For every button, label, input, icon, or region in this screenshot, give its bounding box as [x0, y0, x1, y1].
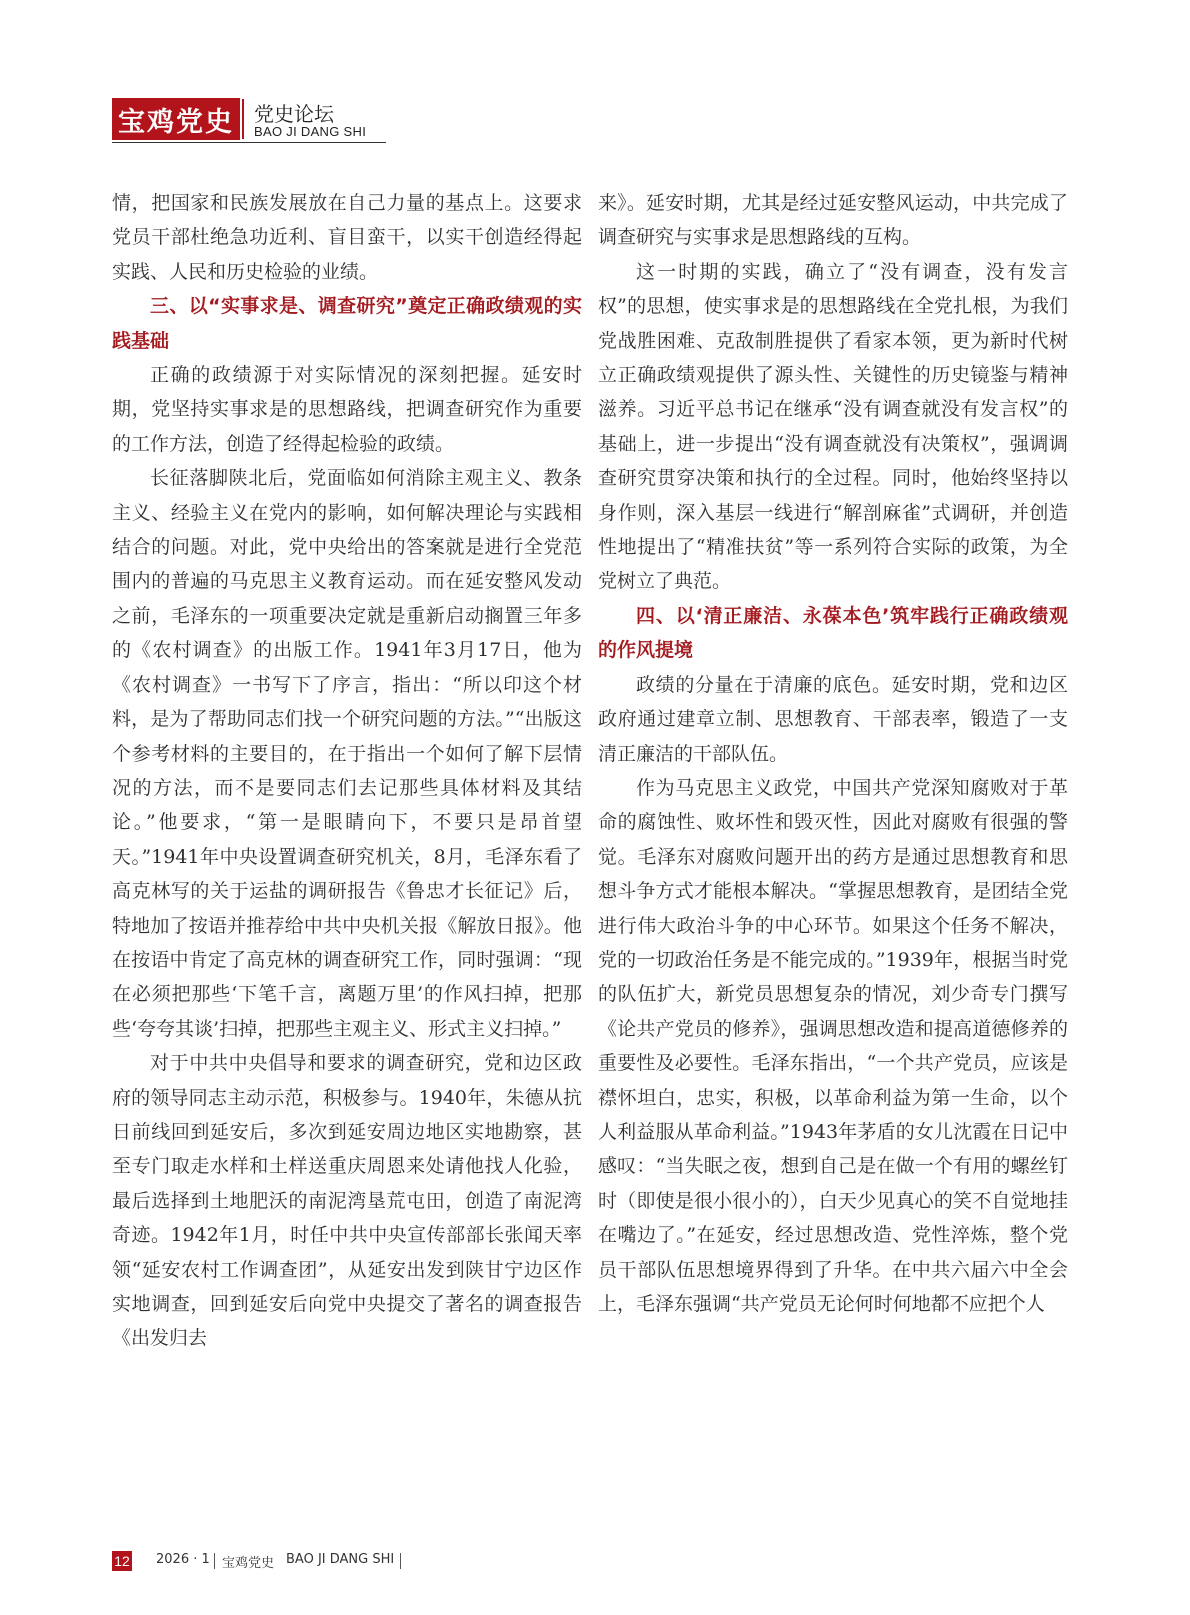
paragraph: 对于中共中央倡导和要求的调查研究，党和边区政府的领导同志主动示范，积极参与。1940年，朱德从抗日前线回到延安后，多次到延安周边地区实地勘察，甚至专门取走水样和土样送重庆周恩来处请他找人化验，最后选择到土地肥沃的南泥湾垦荒屯田，创造了南泥湾奇迹。1942年1月，时任中共中央宣传部部长张闻天率领“延安农村工作调查团”，从延安出发到陕甘宁边区作实地调查，回到延安后向党中央提交了著名的调查报告《出发归去	[112, 1052, 582, 1350]
page-number: 12	[112, 1551, 132, 1571]
left-column	[112, 186, 582, 1356]
section-name-en: BAO JI DANG SHI	[254, 124, 367, 139]
journal-logo: 宝鸡党史	[112, 98, 240, 140]
paragraph: 长征落脚陕北后，党面临如何消除主观主义、教条主义、经验主义在党内的影响，如何解决理论与实践相结合的问题。对此，党中央给出的答案就是进行全党范围内的普遍的马克思主义教育运动。而在延安整风发动之前，毛泽东的一项重要决定就是重新启动搁置三年多的《农村调查》的出版工作。1941年3月17日，他为《农村调查》一书写下了序言，指出：“所以印这个材料，是为了帮助同志们找一个研究问题的方法。”“出版这个参考材料的主要目的，在于指出一个如何了解下层情况的方法，而不是要同志们去记那些具体材料及其结论。”他要求，“第一是眼睛向下，不要只是昂首望天。”1941年中央设置调查研究机关，8月，毛泽东看了高克林写的关于运盐的调研报告《鲁忠才长征记》后，特地加了按语并推荐给中共中央机关报《解放日报》。他在按语中肯定了高克林的调查研究工作，同时强调：“现在必须把那些‘下笔千言，离题万里’的作风扫掉，把那些‘夸夸其谈’扫掉，把那些主观主义、形式主义扫掉。”	[112, 467, 582, 1040]
paragraph: 来》。延安时期，尤其是经过延安整风运动，中共完成了调查研究与实事求是思想路线的互构。	[598, 192, 1068, 249]
page-footer	[112, 1551, 512, 1571]
header-divider	[242, 99, 244, 139]
issue-label: 2026 · 1	[156, 1552, 210, 1567]
paragraph: 作为马克思主义政党，中国共产党深知腐败对于革命的腐蚀性、败坏性和毁灭性，因此对腐败有很强的警觉。毛泽东对腐败问题开出的药方是通过思想教育和思想斗争方式才能根本解决。“掌握思想教育，是团结全党进行伟大政治斗争的中心环节。如果这个任务不解决，党的一切政治任务是不能完成的。”1939年，根据当时党的队伍扩大，新党员思想复杂的情况，刘少奇专门撰写《论共产党员的修养》，强调思想改造和提高道德修养的重要性及必要性。毛泽东指出，“一个共产党员，应该是襟怀坦白，忠实，积极，以革命利益为第一生命，以个人利益服从革命利益。”1943年茅盾的女儿沈霞在日记中感叹：“当失眠之夜，想到自己是在做一个有用的螺丝钉时（即使是很小很小的），白天少见真心的笑不自觉地挂在嘴边了。”在延安，经过思想改造、党性淬炼，整个党员干部队伍思想境界得到了升华。在中共六届六中全会上，毛泽东强调“共产党员无论何时何地都不应把个人	[598, 776, 1068, 1315]
footer-separator	[214, 1553, 215, 1569]
journal-name: 宝鸡党史	[222, 1556, 275, 1571]
section-name: 党史论坛	[254, 102, 334, 126]
paragraph: 这一时期的实践，确立了“没有调查，没有发言权”的思想，使实事求是的思想路线在全党扎根，为我们党战胜困难、克敌制胜提供了看家本领，更为新时代树立正确政绩观提供了源头性、关键性的历史镜鉴与精神滋养。习近平总书记在继承“没有调查就没有发言权”的基础上，进一步提出“没有调查就没有决策权”，强调调查研究贯穿决策和执行的全过程。同时，他始终坚持以身作则，深入基层一线进行“解剖麻雀”式调研，并创造性地提出了“精准扶贫”等一系列符合实际的政策，为全党树立了典范。	[598, 260, 1068, 593]
paragraph: 正确的政绩源于对实际情况的深刻把握。延安时期，党坚持实事求是的思想路线，把调查研究作为重要的工作方法，创造了经得起检验的政绩。	[112, 364, 582, 455]
header-rule	[112, 142, 386, 143]
paragraph: 政绩的分量在于清廉的底色。延安时期，党和边区政府通过建章立制、思想教育、干部表率，锻造了一支清正廉洁的干部队伍。	[598, 673, 1068, 765]
section-heading: 四、以‘清正廉洁、永葆本色’筑牢践行正确政绩观的作风提境	[598, 604, 1068, 662]
right-column	[598, 186, 1068, 1321]
journal-name-en: BAO JI DANG SHI	[286, 1552, 395, 1567]
footer-separator	[400, 1553, 401, 1569]
paragraph: 情，把国家和民族发展放在自己力量的基点上。这要求党员干部杜绝急功近利、盲目蛮干，以实干创造经得起实践、人民和历史检验的业绩。	[112, 192, 582, 283]
section-heading: 三、以“实事求是、调查研究”奠定正确政绩观的实践基础	[112, 295, 582, 352]
page-header	[112, 98, 386, 144]
